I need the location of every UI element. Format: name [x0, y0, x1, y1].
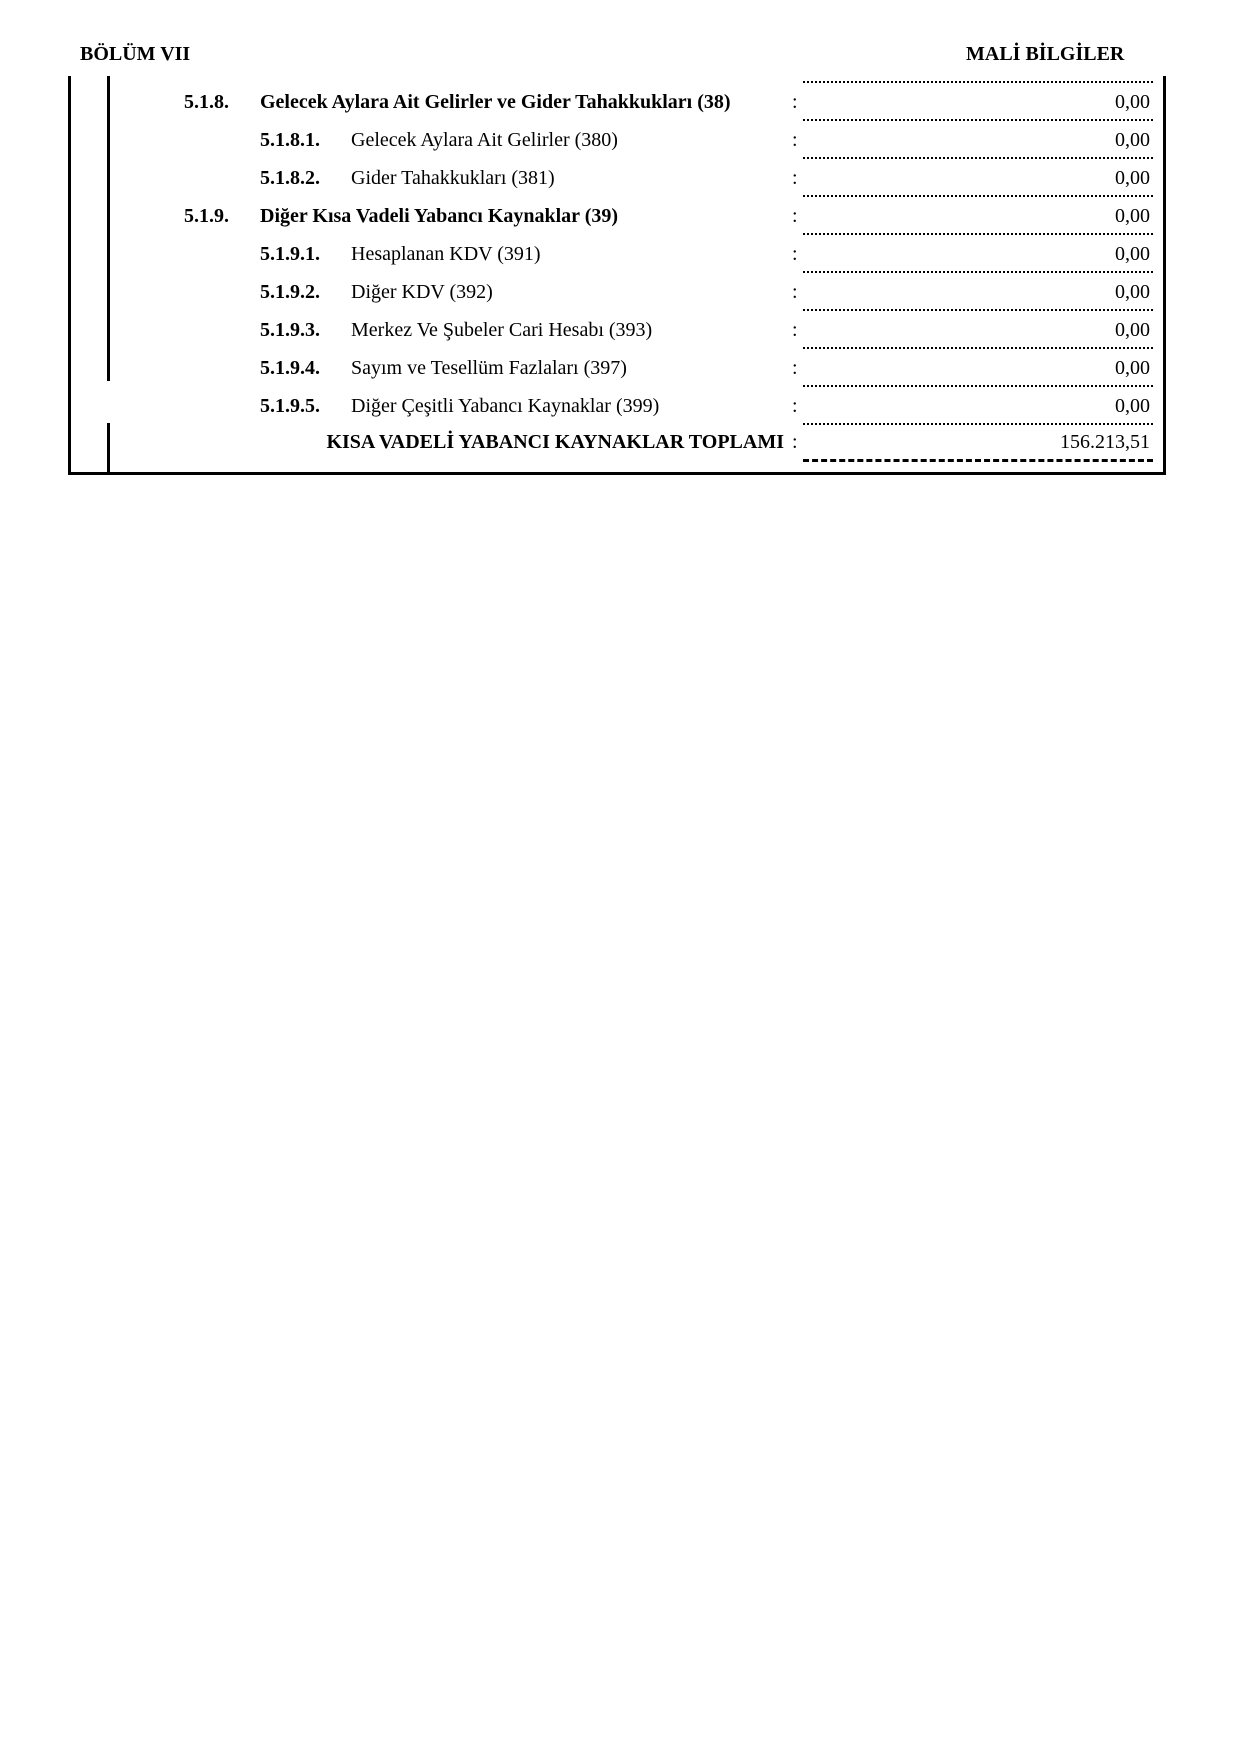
colon: : [792, 319, 798, 341]
item-value: 0,00 [1115, 357, 1150, 379]
table-row [0, 84, 1240, 121]
total-value: 156.213,51 [1060, 431, 1150, 453]
dotted-leader [803, 81, 1153, 83]
colon: : [792, 281, 798, 303]
item-label: Diğer KDV (392) [351, 281, 493, 303]
item-label: Diğer Kısa Vadeli Yabancı Kaynaklar (39) [260, 205, 619, 227]
item-value: 0,00 [1115, 243, 1150, 265]
item-label: Diğer Çeşitli Yabancı Kaynaklar (399) [351, 395, 660, 417]
item-label: Gelecek Aylara Ait Gelirler (380) [351, 129, 618, 151]
item-number: 5.1.8.1. [260, 129, 320, 151]
item-number: 5.1.9.4. [260, 357, 320, 379]
colon: : [792, 129, 798, 151]
table-row [0, 350, 1240, 387]
table-row [0, 274, 1240, 311]
colon: : [792, 91, 798, 113]
colon: : [792, 205, 798, 227]
page-title: MALİ BİLGİLER [966, 43, 1125, 65]
item-value: 0,00 [1115, 281, 1150, 303]
table-row [0, 122, 1240, 159]
total-row [0, 424, 1240, 461]
item-number: 5.1.9. [184, 205, 229, 227]
item-value: 0,00 [1115, 205, 1150, 227]
colon: : [792, 431, 798, 453]
item-label: Gelecek Aylara Ait Gelirler ve Gider Tahakkukları (38) [260, 91, 731, 113]
item-label: Hesaplanan KDV (391) [351, 243, 541, 265]
item-value: 0,00 [1115, 319, 1150, 341]
total-underline [803, 459, 1153, 462]
item-number: 5.1.8. [184, 91, 229, 113]
frame-bottom [68, 472, 1166, 475]
item-number: 5.1.9.1. [260, 243, 320, 265]
colon: : [792, 395, 798, 417]
table-row [0, 198, 1240, 235]
colon: : [792, 357, 798, 379]
table-row [0, 236, 1240, 273]
item-number: 5.1.9.3. [260, 319, 320, 341]
item-number: 5.1.9.5. [260, 395, 320, 417]
table-row [0, 388, 1240, 425]
item-value: 0,00 [1115, 167, 1150, 189]
item-label: Merkez Ve Şubeler Cari Hesabı (393) [351, 319, 653, 341]
table-row [0, 160, 1240, 197]
colon: : [792, 167, 798, 189]
item-number: 5.1.9.2. [260, 281, 320, 303]
item-value: 0,00 [1115, 91, 1150, 113]
item-label: Gider Tahakkukları (381) [351, 167, 555, 189]
item-value: 0,00 [1115, 395, 1150, 417]
item-label: Sayım ve Tesellüm Fazlaları (397) [351, 357, 627, 379]
item-value: 0,00 [1115, 129, 1150, 151]
item-number: 5.1.8.2. [260, 167, 320, 189]
table-row [0, 312, 1240, 349]
section-heading: BÖLÜM VII [80, 43, 191, 65]
colon: : [792, 243, 798, 265]
total-label: KISA VADELİ YABANCI KAYNAKLAR TOPLAMI [326, 431, 784, 453]
